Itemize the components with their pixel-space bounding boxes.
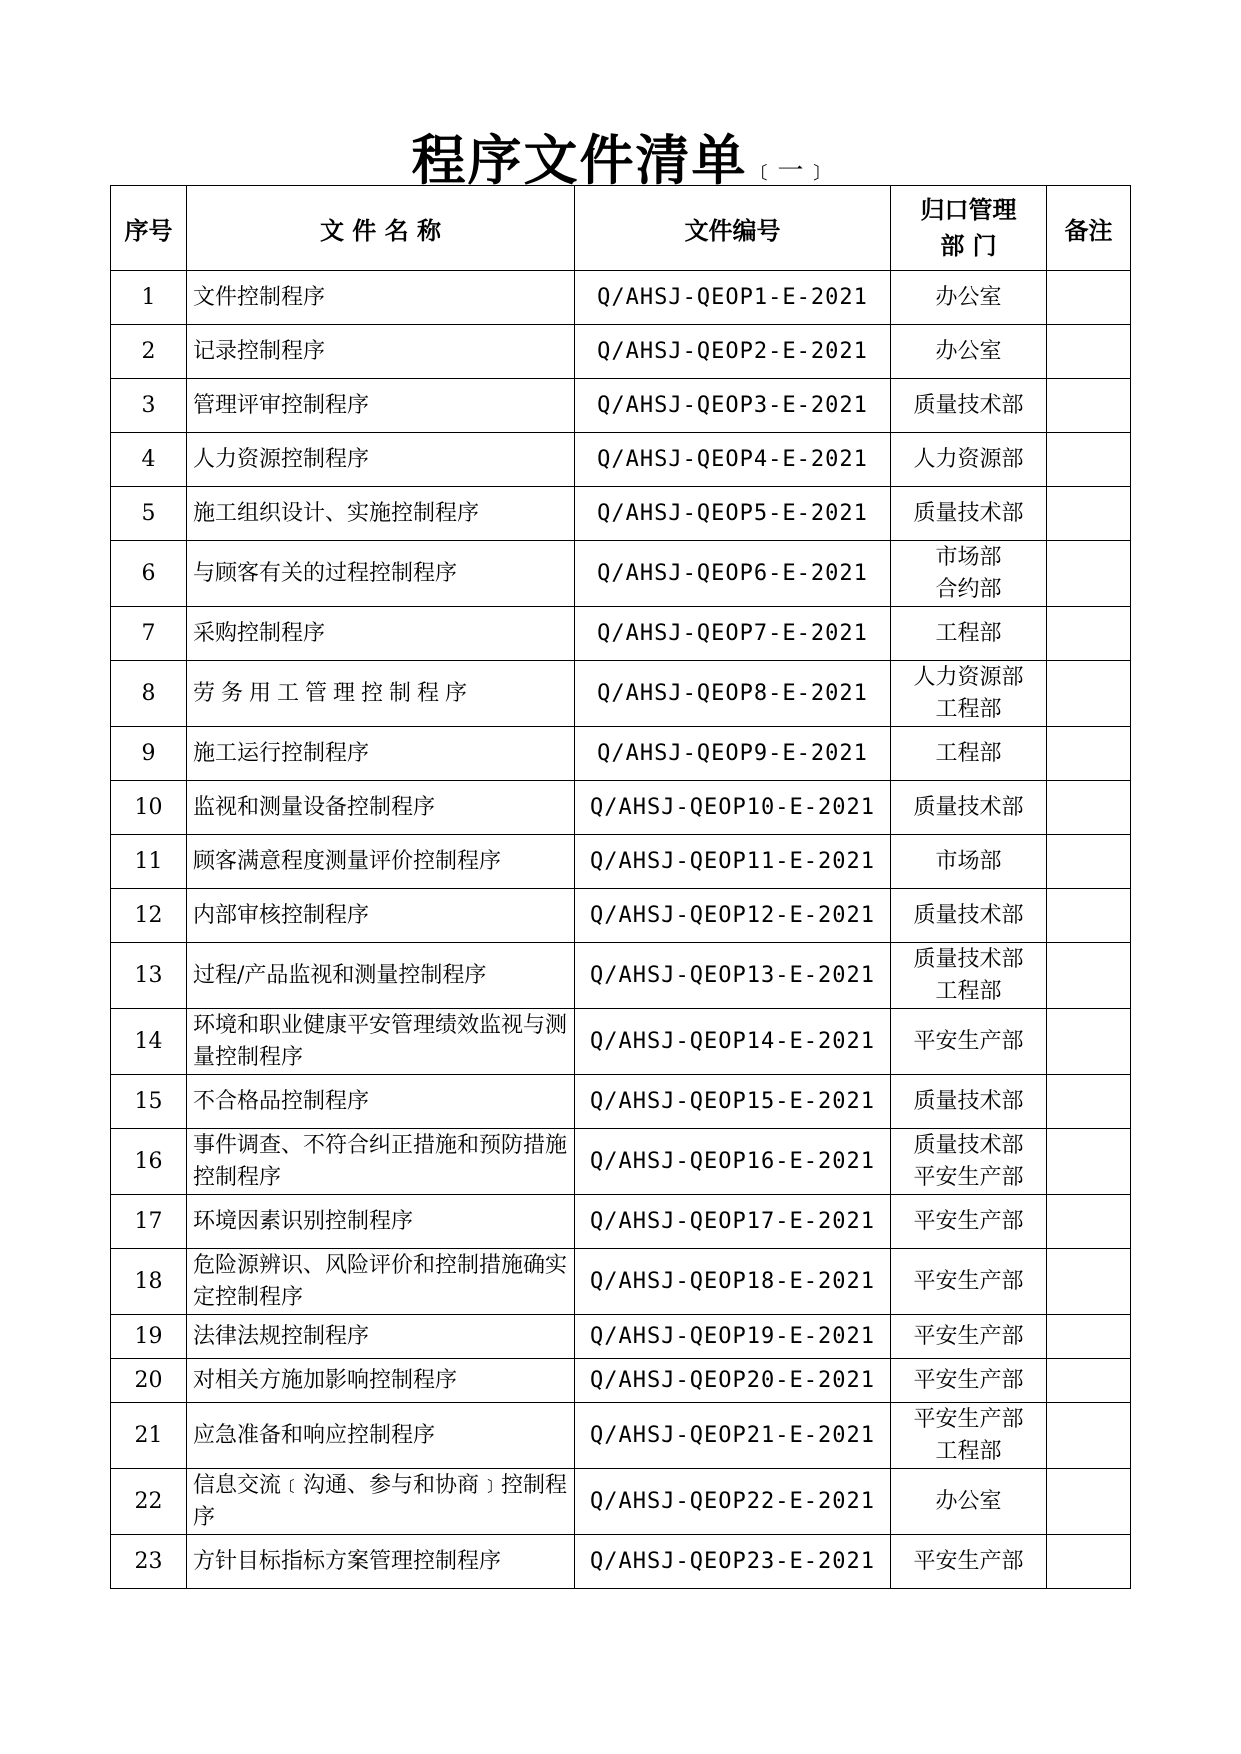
page-title (0, 118, 1241, 195)
row-dept-line: 平安生产部 (913, 1323, 1024, 1349)
table-row (111, 1403, 1131, 1469)
row-dept-line: 办公室 (935, 284, 1002, 310)
row-dept (891, 487, 1047, 541)
row-name: 信息交流﹝沟通、参与和协商﹞控制程序 (187, 1469, 575, 1535)
row-code: Q/AHSJ-QEOP20-E-2021 (575, 1359, 891, 1403)
row-dept-line: 人力资源部 (913, 446, 1024, 472)
row-seq: 11 (111, 835, 187, 889)
row-remark (1047, 325, 1131, 379)
row-code: Q/AHSJ-QEOP12-E-2021 (575, 889, 891, 943)
row-name: 采购控制程序 (187, 607, 575, 661)
row-seq: 16 (111, 1129, 187, 1195)
header-code: 文件编号 (575, 186, 891, 271)
row-remark (1047, 1195, 1131, 1249)
row-name: 不合格品控制程序 (187, 1075, 575, 1129)
row-name: 危险源辨识、风险评价和控制措施确实定控制程序 (187, 1249, 575, 1315)
row-remark (1047, 1249, 1131, 1315)
table-row (111, 541, 1131, 607)
row-code: Q/AHSJ-QEOP9-E-2021 (575, 727, 891, 781)
procedure-table (110, 185, 1131, 1589)
row-seq: 1 (111, 271, 187, 325)
row-remark (1047, 889, 1131, 943)
row-dept-line: 工程部 (935, 1438, 1002, 1464)
row-name: 人力资源控制程序 (187, 433, 575, 487)
row-dept (891, 1535, 1047, 1589)
row-seq: 2 (111, 325, 187, 379)
row-code: Q/AHSJ-QEOP17-E-2021 (575, 1195, 891, 1249)
row-dept (891, 379, 1047, 433)
table-row (111, 1535, 1131, 1589)
row-remark (1047, 781, 1131, 835)
row-dept (891, 1129, 1047, 1195)
row-dept (891, 1403, 1047, 1469)
table-row (111, 727, 1131, 781)
row-dept-line: 平安生产部 (913, 1164, 1024, 1190)
row-dept (891, 835, 1047, 889)
row-code: Q/AHSJ-QEOP2-E-2021 (575, 325, 891, 379)
row-remark (1047, 1129, 1131, 1195)
row-dept (891, 325, 1047, 379)
table-row (111, 943, 1131, 1009)
row-seq: 19 (111, 1315, 187, 1359)
row-dept (891, 661, 1047, 727)
table-row (111, 1315, 1131, 1359)
table-row (111, 1249, 1131, 1315)
table-row (111, 487, 1131, 541)
row-dept-line: 平安生产部 (913, 1268, 1024, 1294)
header-remark: 备注 (1047, 186, 1131, 271)
row-dept (891, 781, 1047, 835)
header-dept (891, 186, 1047, 271)
row-dept-line: 平安生产部 (913, 1406, 1024, 1432)
row-dept-line: 工程部 (935, 740, 1002, 766)
row-name: 过程/产品监视和测量控制程序 (187, 943, 575, 1009)
row-seq: 17 (111, 1195, 187, 1249)
table-row (111, 1359, 1131, 1403)
row-dept (891, 1249, 1047, 1315)
row-seq: 13 (111, 943, 187, 1009)
row-remark (1047, 1469, 1131, 1535)
row-name: 方针目标指标方案管理控制程序 (187, 1535, 575, 1589)
row-code: Q/AHSJ-QEOP4-E-2021 (575, 433, 891, 487)
row-dept-line: 办公室 (935, 1488, 1002, 1514)
row-name: 环境和职业健康平安管理绩效监视与测量控制程序 (187, 1009, 575, 1075)
row-seq: 9 (111, 727, 187, 781)
row-code: Q/AHSJ-QEOP5-E-2021 (575, 487, 891, 541)
row-name: 与顾客有关的过程控制程序 (187, 541, 575, 607)
row-dept-line: 质量技术部 (913, 1088, 1024, 1114)
row-dept (891, 1195, 1047, 1249)
row-dept (891, 433, 1047, 487)
row-code: Q/AHSJ-QEOP1-E-2021 (575, 271, 891, 325)
row-code: Q/AHSJ-QEOP23-E-2021 (575, 1535, 891, 1589)
row-remark (1047, 379, 1131, 433)
row-dept-line: 平安生产部 (913, 1367, 1024, 1393)
row-name: 事件调查、不符合纠正措施和预防措施控制程序 (187, 1129, 575, 1195)
row-dept-line: 市场部 (935, 848, 1002, 874)
row-seq: 15 (111, 1075, 187, 1129)
row-remark (1047, 271, 1131, 325)
row-seq: 10 (111, 781, 187, 835)
row-code: Q/AHSJ-QEOP22-E-2021 (575, 1469, 891, 1535)
row-dept-line: 质量技术部 (913, 1132, 1024, 1158)
row-remark (1047, 1359, 1131, 1403)
row-dept-line: 办公室 (935, 338, 1002, 364)
header-name: 文 件 名 称 (187, 186, 575, 271)
row-seq: 18 (111, 1249, 187, 1315)
row-remark (1047, 835, 1131, 889)
row-seq: 20 (111, 1359, 187, 1403)
row-name: 应急准备和响应控制程序 (187, 1403, 575, 1469)
row-code: Q/AHSJ-QEOP19-E-2021 (575, 1315, 891, 1359)
row-code: Q/AHSJ-QEOP21-E-2021 (575, 1403, 891, 1469)
row-dept (891, 943, 1047, 1009)
row-dept-line: 质量技术部 (913, 902, 1024, 928)
table-row (111, 607, 1131, 661)
row-name: 劳务用工管理控制程序 (187, 661, 575, 727)
header-row (111, 186, 1131, 271)
table-body (111, 271, 1131, 1589)
row-seq: 6 (111, 541, 187, 607)
row-dept (891, 1075, 1047, 1129)
row-remark (1047, 1009, 1131, 1075)
row-dept-line: 工程部 (935, 696, 1002, 722)
table-row (111, 1195, 1131, 1249)
table-row (111, 1129, 1131, 1195)
row-dept-line: 工程部 (935, 620, 1002, 646)
row-code: Q/AHSJ-QEOP15-E-2021 (575, 1075, 891, 1129)
title-text: 程序文件清单 (411, 128, 748, 192)
table-row (111, 433, 1131, 487)
row-name: 施工运行控制程序 (187, 727, 575, 781)
table-row (111, 271, 1131, 325)
row-dept-line: 平安生产部 (913, 1028, 1024, 1054)
row-remark (1047, 727, 1131, 781)
table-row (111, 1009, 1131, 1075)
row-dept-line: 市场部 (935, 544, 1002, 570)
row-dept-line: 质量技术部 (913, 946, 1024, 972)
row-name: 管理评审控制程序 (187, 379, 575, 433)
row-dept (891, 889, 1047, 943)
row-code: Q/AHSJ-QEOP14-E-2021 (575, 1009, 891, 1075)
row-name: 环境因素识别控制程序 (187, 1195, 575, 1249)
row-seq: 22 (111, 1469, 187, 1535)
row-code: Q/AHSJ-QEOP18-E-2021 (575, 1249, 891, 1315)
table-row (111, 379, 1131, 433)
row-seq: 7 (111, 607, 187, 661)
row-code: Q/AHSJ-QEOP13-E-2021 (575, 943, 891, 1009)
table-row (111, 835, 1131, 889)
table-row (111, 1469, 1131, 1535)
row-dept-line: 质量技术部 (913, 500, 1024, 526)
row-dept (891, 271, 1047, 325)
row-seq: 12 (111, 889, 187, 943)
row-seq: 23 (111, 1535, 187, 1589)
row-remark (1047, 607, 1131, 661)
row-code: Q/AHSJ-QEOP16-E-2021 (575, 1129, 891, 1195)
row-remark (1047, 1535, 1131, 1589)
row-dept-line: 平安生产部 (913, 1548, 1024, 1574)
header-dept-line2: 部 门 (940, 232, 997, 260)
row-dept-line: 人力资源部 (913, 664, 1024, 690)
row-dept (891, 1009, 1047, 1075)
row-code: Q/AHSJ-QEOP3-E-2021 (575, 379, 891, 433)
table-row (111, 781, 1131, 835)
row-seq: 8 (111, 661, 187, 727)
header-seq: 序号 (111, 186, 187, 271)
row-dept-line: 质量技术部 (913, 392, 1024, 418)
row-remark (1047, 661, 1131, 727)
row-remark (1047, 433, 1131, 487)
row-seq: 4 (111, 433, 187, 487)
row-seq: 14 (111, 1009, 187, 1075)
row-dept (891, 727, 1047, 781)
row-name: 对相关方施加影响控制程序 (187, 1359, 575, 1403)
row-dept-line: 工程部 (935, 978, 1002, 1004)
title-suffix: ﹝一﹞ (751, 156, 830, 186)
row-name: 内部审核控制程序 (187, 889, 575, 943)
row-name: 法律法规控制程序 (187, 1315, 575, 1359)
table-row (111, 889, 1131, 943)
row-name: 文件控制程序 (187, 271, 575, 325)
row-code: Q/AHSJ-QEOP8-E-2021 (575, 661, 891, 727)
row-dept-line: 合约部 (935, 576, 1002, 602)
row-dept (891, 1359, 1047, 1403)
table-row (111, 325, 1131, 379)
row-remark (1047, 1315, 1131, 1359)
row-name: 施工组织设计、实施控制程序 (187, 487, 575, 541)
row-remark (1047, 1403, 1131, 1469)
row-seq: 3 (111, 379, 187, 433)
row-seq: 21 (111, 1403, 187, 1469)
table-row (111, 661, 1131, 727)
row-dept (891, 1315, 1047, 1359)
header-dept-line1: 归口管理 (920, 196, 1017, 224)
row-code: Q/AHSJ-QEOP10-E-2021 (575, 781, 891, 835)
row-code: Q/AHSJ-QEOP6-E-2021 (575, 541, 891, 607)
row-remark (1047, 943, 1131, 1009)
row-code: Q/AHSJ-QEOP11-E-2021 (575, 835, 891, 889)
row-name: 监视和测量设备控制程序 (187, 781, 575, 835)
row-remark (1047, 487, 1131, 541)
row-remark (1047, 1075, 1131, 1129)
table-row (111, 1075, 1131, 1129)
row-dept (891, 1469, 1047, 1535)
row-remark (1047, 541, 1131, 607)
row-dept-line: 质量技术部 (913, 794, 1024, 820)
row-seq: 5 (111, 487, 187, 541)
row-name: 顾客满意程度测量评价控制程序 (187, 835, 575, 889)
row-dept-line: 平安生产部 (913, 1208, 1024, 1234)
row-name: 记录控制程序 (187, 325, 575, 379)
row-dept (891, 607, 1047, 661)
row-dept (891, 541, 1047, 607)
row-code: Q/AHSJ-QEOP7-E-2021 (575, 607, 891, 661)
